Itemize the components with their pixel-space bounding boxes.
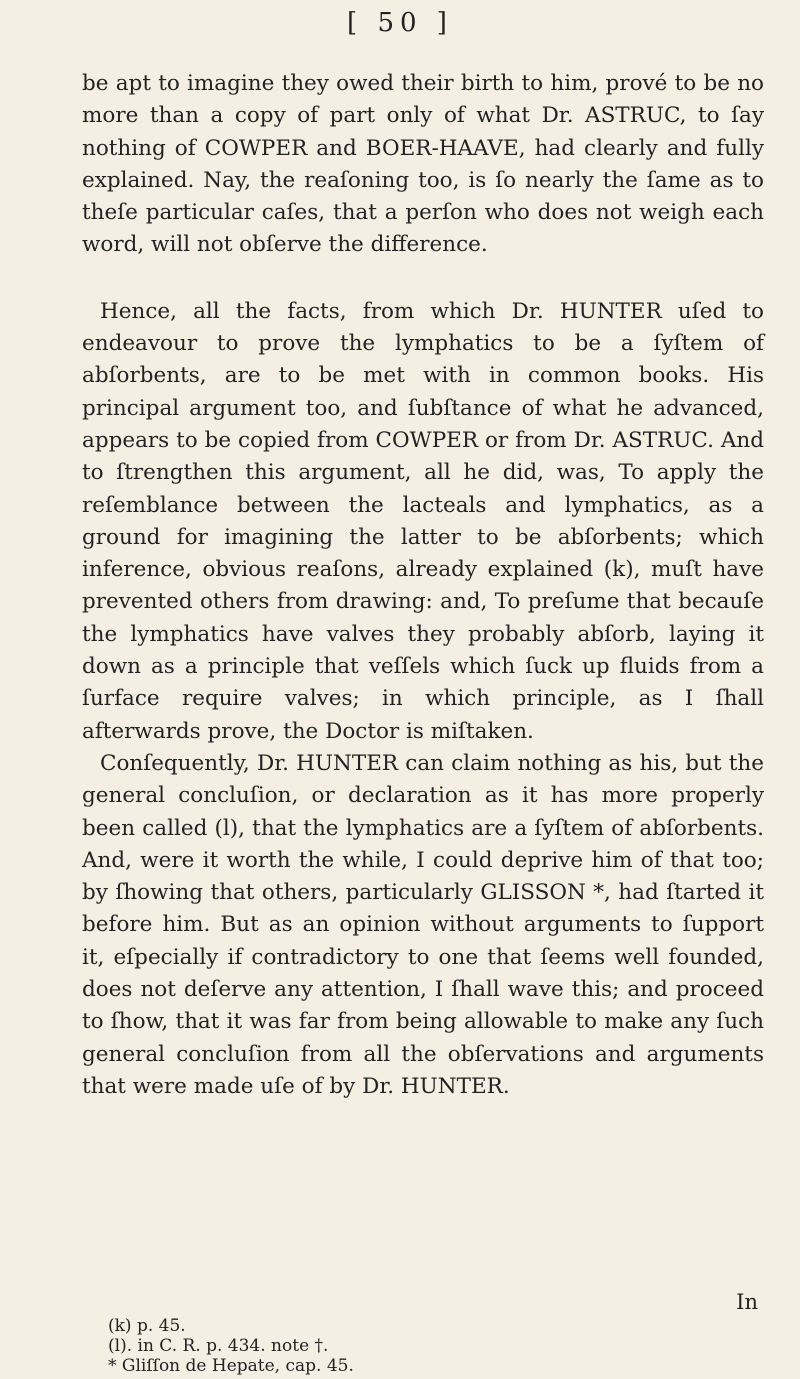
paragraph-2: Hence, all the facts, from which Dr. HUNTER uſed to endeavour to prove the lymphatics to be a ſyſtem of abſorbents, are to be met with in common books. His principal argument too, and ſubſtance of what he advanced, appears to be copied from COWPER or from Dr. ASTRUC. And to ſtrengthen this argument, all he did, was, To apply the reſemblance between the lacteals and lymphatics, as a ground for imagining the latter to be abſorbents; which inference, obvious reaſons, already explained (k), muſt have prevented others from drawing: and, To preſume that becauſe the lymphatics have valves they probably abſorb, laying it down as a principle that veſſels which ſuck up fluids from a ſurface require valves; in which principle, as I ſhall afterwards prove, the Doctor is miſtaken. [82, 298, 764, 744]
footnotes [108, 1316, 354, 1376]
page-number: [ 50 ] [347, 8, 453, 38]
footnote-k: (k) p. 45. [108, 1316, 186, 1336]
paragraph-1: be apt to imagine they owed their birth to him, prové to be no more than a copy of part only of what Dr. ASTRUC, to ſay nothing of COWPER and BOER-HAAVE, had clearly and fully explained. Nay, the reaſoning too, is ſo nearly the ſame as to theſe particular caſes, that a perſon who does not weigh each word, will not obſerve the difference. [82, 71, 764, 258]
paragraph-3: Conſequently, Dr. HUNTER can claim nothing as his, but the general concluſion, or declaration as it has more properly been called (l), that the lymphatics are a ſyſtem of abſorbents. And, were it worth the while, I could deprive him of that too; by ſhowing that others, particularly GLISSON *, had ſtarted it before him. But as an opinion without arguments to ſupport it, eſpecially if contradictory to one that ſeems well founded, does not deſerve any attention, I ſhall wave this; and proceed to ſhow, that it was far from being allowable to make any ſuch general concluſion from all the obſervations and arguments that were made uſe of by Dr. HUNTER. [82, 750, 764, 1099]
footnote-glisson: * Gliſſon de Hepate, cap. 45. [108, 1356, 354, 1376]
body-text [82, 68, 764, 1103]
footnote-l: (l). in C. R. p. 434. note †. [108, 1336, 329, 1356]
catchword: In [736, 1290, 758, 1314]
